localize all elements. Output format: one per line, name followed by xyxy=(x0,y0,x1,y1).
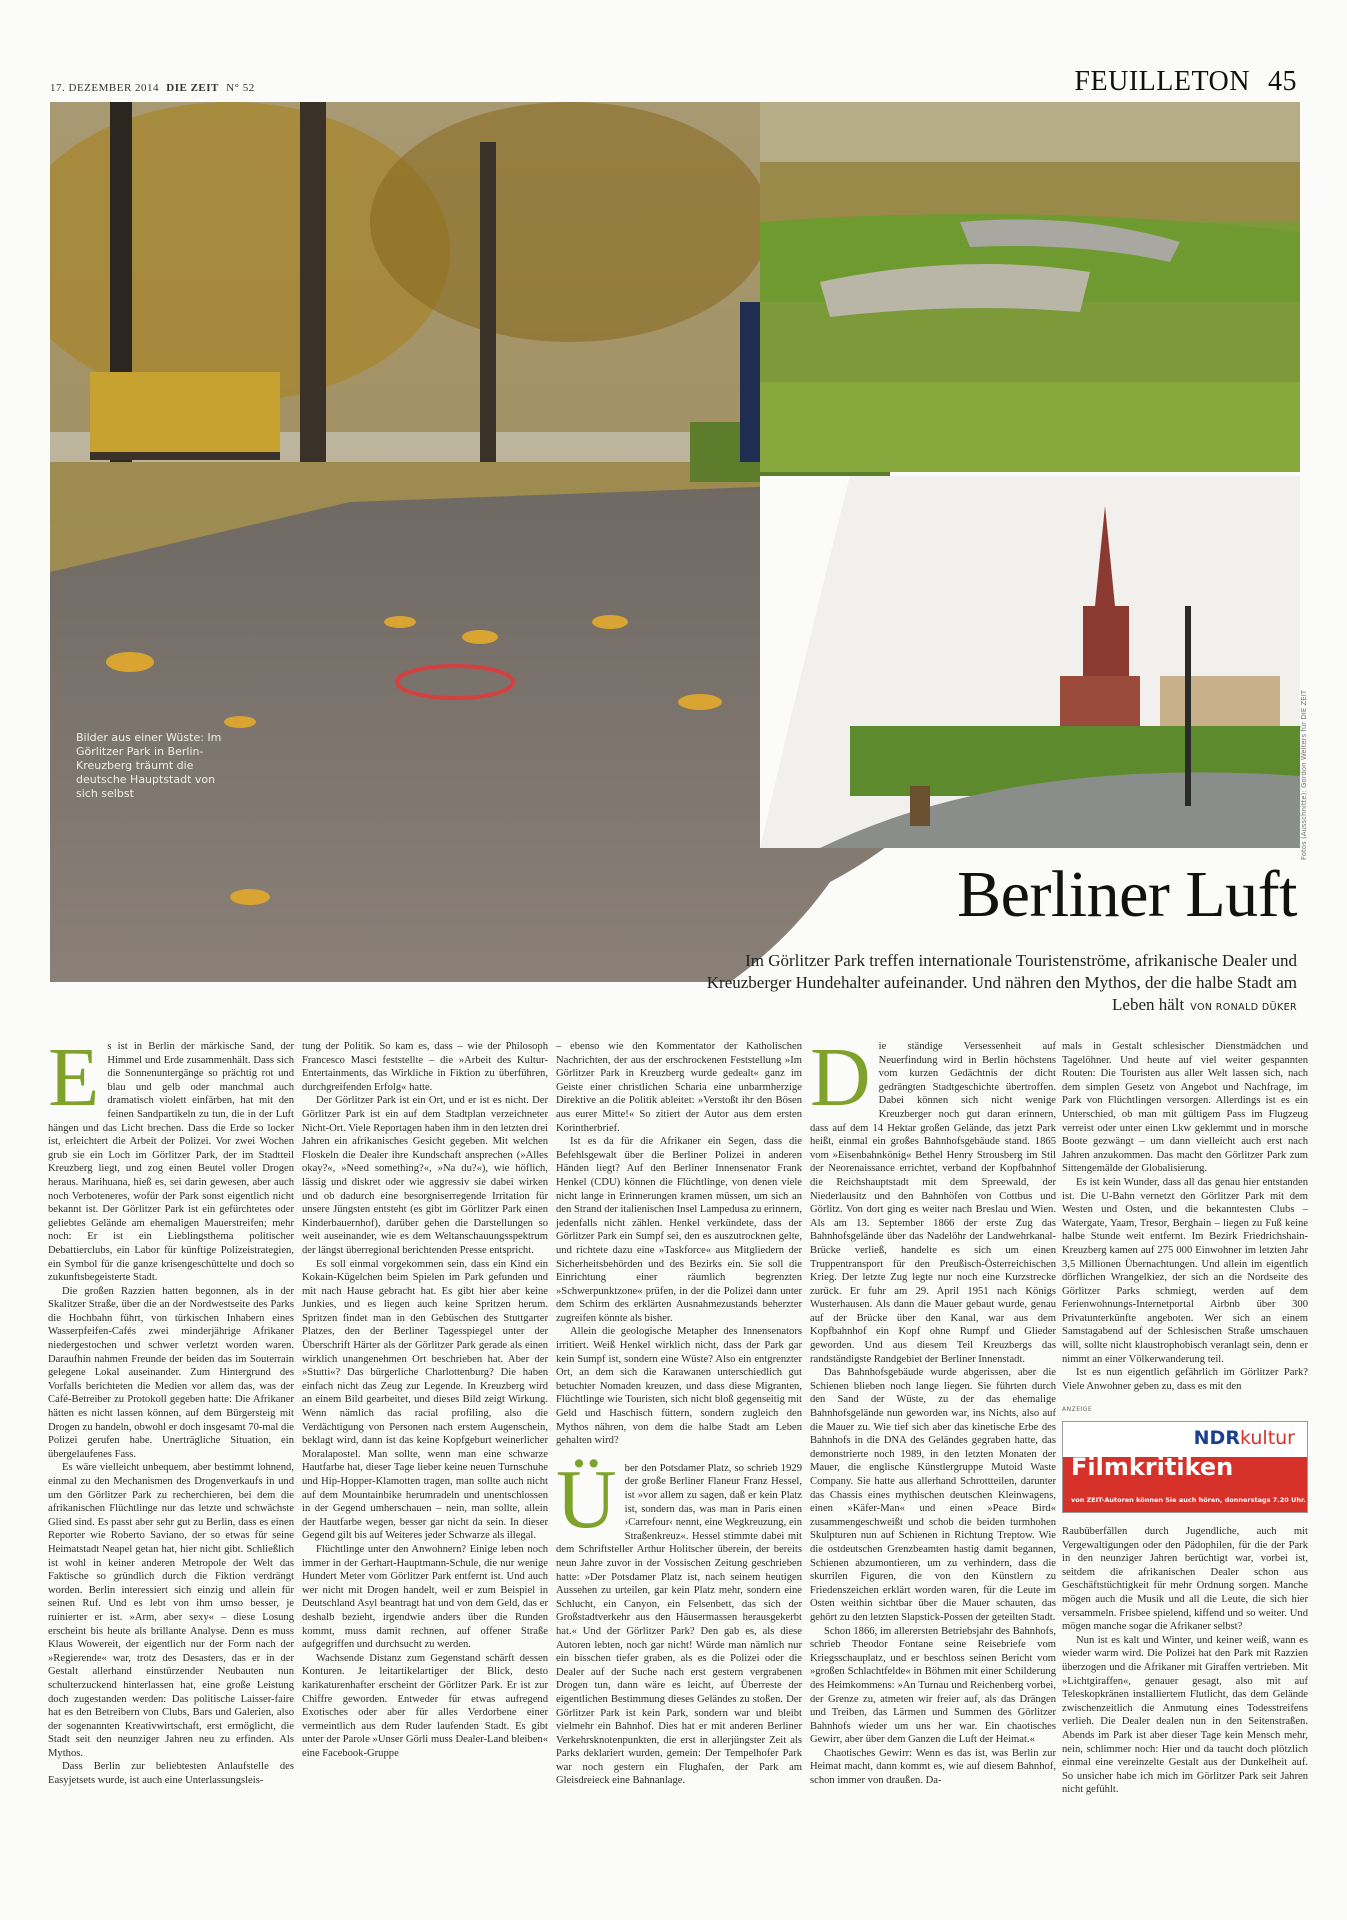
paragraph: Dass Berlin zur beliebtesten Anlaufstelle des Easyjetsets wurde, ist auch eine Unterlassungsleis- xyxy=(48,1761,294,1787)
photo-caption: Bilder aus einer Wüste: Im Görlitzer Park in Berlin-Kreuzberg träumt die deutsche Hauptstadt von sich selbst xyxy=(76,731,222,800)
paragraph xyxy=(556,1452,802,1788)
issue-date: 17. DEZEMBER 2014 xyxy=(50,82,160,94)
paragraph: Chaotisches Gewirr: Wenn es das ist, was Berlin zur Heimat macht, dann kommt es, wie auf diesem Bahnhof, schon immer von draußen. Da- xyxy=(810,1747,1056,1787)
photo-meadow xyxy=(760,102,1300,472)
issue-info xyxy=(50,82,255,94)
paragraph: Allein die geologische Metapher des Innensenators irritiert. Weiß Henkel wirklich nicht, dass der Park gar kein Sumpf ist, sondern eine Wüste? Also ein entgrenzter Ort, an dem sich die Karawanen unterschiedlich gut betuchter Nomaden kreuzen, und dass diese Migranten, Flüchtlinge wie Touristen, sich nicht bloß gegenseitig mit Geld und Haschisch füttern, sondern zugleich den Mythos nähren, von dem die halbe Stadt am Leben gehalten wird? xyxy=(556,1326,802,1447)
page-number: 45 xyxy=(1268,66,1297,97)
ad-label: ANZEIGE xyxy=(1062,1406,1093,1414)
ad-headline: Filmkritiken xyxy=(1071,1453,1234,1482)
drop-cap: D xyxy=(810,1031,871,1124)
paragraph: Es wäre vielleicht unbequem, aber bestimmt lohnend, einmal zu den Mechanismen des Drogenverkaufs in und um den Görlitzer Park zu recherchieren, bei dem die afrikanischen Flüchtlinge nur das letzte und schwächste Glied sind. Es passt aber sehr gut zu Berlin, dass es einen Reporter wie Roberto Saviano, der so etwas für seine Heimatstadt Neapel getan hat, hier nicht gibt. Schließlich ist wohl in keiner anderen Metropole der Welt das Faktische so gründlich durch die Fiktion verdrängt worden. Berlin interessiert sich einzig und allein für seinen Ruf. Und es lebt von ihm umso besser, je ruinierter er ist. »Arm, aber sexy« – diese Losung erscheint bis heute als brillante Analyse. Denn es muss Klaus Wowereit, der eigentlich nur der Form nach der »Regierende« war, trotz des Desasters, das er in der Gestalt allerhand einstürzender Neubauten nun schulterzuckend hinterlassen hat, eine große Leistung doch zugestanden werden: Das politische Laisser-faire hat es den Betreibern von Clubs, Bars und Galerien, also der sogenannten Kreativwirtschaft, erst ermöglicht, die Stadt seit den neunziger Jahren neu zu erfinden. Als Mythos. xyxy=(48,1462,294,1759)
article-title: Berliner Luft xyxy=(957,858,1297,931)
issue-number: N° 52 xyxy=(226,82,255,94)
paragraph: Raubüberfällen durch Jugendliche, auch mit Vergewaltigungen oder den Pädophilen, für die der Park in den neunziger Jahren berüchtigt war, vorbei ist, seitdem die afrikanischen Dealer schon aus Geschäftstüchtigkeit für mehr Ordnung sorgen. Manche mögen auch die Musik und all die Leute, die sich hier versammeln. Frisbee spielend, kiffend und so weiter. Und mögen manche sogar die Afrikaner selbst? xyxy=(1062,1526,1308,1633)
paragraph: Der Görlitzer Park ist ein Ort, und er ist es nicht. Der Görlitzer Park ist ein auf dem Stadtplan verzeichneter Nicht-Ort. Viele Reportagen haben ihm in den letzten drei Jahren ein afrikanisches Gesicht gegeben. Mit welchen Floskeln die Dealer ihre Kundschaft ansprechen (»Alles okay?«, »Need something?«, »Na du?«), wie höflich, lässig und diskret oder wie aggressiv sie dabei wirken und ob dadurch eine besorgniserregende Irritation für unsere Jüngsten entsteht (es gibt im Görlitzer Park einen Kinderbauernhof), darüber gehen die Darstellungen so weit auseinander, wie es dem Weltanschauungsspektrum der längst überregional berichtenden Presse entspricht. xyxy=(302,1095,548,1256)
column-5 xyxy=(1062,1040,1308,1797)
paragraph-text: s ist in Berlin der märkische Sand, der Himmel und Erde zusammenhält. Dass sich die Sonnenuntergänge so prächtig rot und blau und gelb oder manchmal auch dramatisch violett einfärben, hat mit den feinen Sandpartikeln zu tun, die in der Luft hängen und das Licht brechen. Dass die Erde so locker ist, erleichtert die Arbeit der Polizei. Vor zwei Wochen grub sie ein Loch im Görlitzer Park, der im Stadtteil Kreuzberg liegt, und zog einen Beutel voller Drogen heraus. Marihuana, hieß es, sei darin gewesen, aber auch noch Verboteneres, wofür der Park sonst eigentlich nicht bekannt ist. Der Görlitzer Park ist ein gefürchtetes oder geliebtes Gelände am ehemaligen Mauerstreifen; mehr noch: Er ist ein Lieblingsthema politischer Debattierclubs, ein Labor für künftige Polizeistrategien, ein Symbol für die ganze krisengeschüttelte und doch so zukunftsbegeisterte Stadt. xyxy=(48,1041,294,1284)
paragraph: Es soll einmal vorgekommen sein, dass ein Kind ein Kokain-Kügelchen beim Spielen im Park gefunden und mit nach Hause gebracht hat. Es gibt hier aber keine Junkies, und es liegen auch keine Spritzen herum. Spritzen findet man in den Gebüschen des Stuttgarter Platzes, den der Berliner Tagesspiegel unter der Überschrift Härter als der Görlitzer Park gerade als einen wirklich unangenehmen Ort beschrieben hat. Aber der »Stutti«? Das bürgerliche Charlottenburg? Die haben einfach nicht das Zeug zur Legende. In Kreuzberg wird an einem Bild gearbeitet, und dieses Bild zeigt Wirkung. Wenn nämlich das racial profiling, also die Verdächtigung von Personen nach erstem Augenschein, beklagt wird, dann ist das keine Kopfgeburt weinerlicher Moralapostel. Man sollte, wenn man eine schwarze Hautfarbe hat, dieser Tage lieber keine neuen Turnschuhe und Hip-Hopper-Klamotten tragen, man sollte auch nicht auf dem Mountainbike herumradeln und unentschlossen in der Gegend umherschauen – nein, man sollte, allein der Hautfarbe wegen, besser gar nicht da sein. In dieser Gegend gilt bis auf Weiteres jeder Schwarze als illegal. xyxy=(302,1258,548,1542)
paper-name: DIE ZEIT xyxy=(166,82,219,94)
paragraph: Es ist kein Wunder, dass all das genau hier entstanden ist. Die U-Bahn vernetzt den Görlitzer Park mit dem Westen und Osten, und die bekanntesten Clubs – Watergate, Yaam, Tresor, Berghain – liegen zu Fuß keine halbe Stunde weit entfernt. Im Bezirk Friedrichshain-Kreuzberg kamen auf 275 000 Einwohner im letzten Jahr 3,5 Millionen Übernachtungen. Und allein im eigentlich dörflichen Wrangelkiez, der sich an die Nordseite des Görlitzer Parks schmiegt, werden auf dem Ferienwohnungs-Internetportal Airbnb über 300 Privatunterkünfte angeboten. Wer sich an einem Samstagabend auf der Schlesischen Straße umschauen will, sollte nicht klaustrophobisch veranlagt sein, denn er nimmt an einer Völkerwanderung teil. xyxy=(1062,1176,1308,1365)
column-2 xyxy=(302,1040,548,1760)
ad-banner xyxy=(1063,1453,1307,1512)
photo-church xyxy=(760,476,1300,848)
paragraph-text: ber den Potsdamer Platz, so schrieb 1929 der große Berliner Flaneur Franz Hessel, ist »vor allem zu sagen, daß er kein Platz ist, sondern das, was man in Paris einen ›Carrefour‹ nennt, eine Wegkreuzung, ein Straßenkreuz«. Hessel stimmte dabei mit dem Schriftsteller Arthur Holitscher überein, der bereits neun Jahre zuvor in der Vossischen Zeitung geschrieben hatte: »Der Potsdamer Platz ist, nach seinem heutigen Aussehen zu urteilen, gar kein Platz mehr, sondern eine Schlucht, ein Canyon, ein Felsenbett, das sich der Großstadtverkehr aus den Häusermassen herausgekerbt hat.« Und der Görlitzer Park? Den gab es, als diese Autoren lebten, noch gar nicht! Würde man nämlich nur ein bisschen tiefer graben, als es die Polizei oder die Dealer auf der Suche nach erst gestern vergrabenen Drogen tun, dann wäre es leicht, auf Überreste der eigentlichen Bestimmung dieses Geländes zu stoßen. Der Görlitzer Park ist kein Park, sondern war und bleibt vielmehr ein Bahnhof. Dies hat er mit anderen Berliner Verkehrsknotenpunkten, die erst in allerjüngster Zeit als Parks deklariert wurden, gemein: Der Tempelhofer Park war noch gestern ein Flughafen, der Park am Gleisdreieck eine Bahnanlage. xyxy=(556,1462,802,1787)
paragraph: Die großen Razzien hatten begonnen, als in der Skalitzer Straße, über die an der Nordwestseite des Parks die Hochbahn führt, von türkischen Inhabern eines Wasserpfeifen-Cafés zwei minderjährige Afrikaner niedergestochen und schwer verletzt worden waren. Daraufhin nahmen Freunde der beiden das im Souterrain gelegene Lokal auseinander. Zum Hintergrund des Vorfalls berichteten die Medien vor allem das, was der Café-Betreiber zu Protokoll gegeben hatte: Die Afrikaner hätten es nicht lassen können, auf dem Bürgersteig mit Drogen zu handeln, obwohl er doch insgesamt 70-mal die Polizei gerufen habe. Unerträgliche Situation, ein übergelaufenes Fass. xyxy=(48,1285,294,1460)
section-header xyxy=(1074,66,1297,98)
paragraph: Nun ist es kalt und Winter, und keiner weiß, wann es wieder warm wird. Die Polizei hat den Park mit Razzien überzogen und die Afrikaner mit Giraffen vertrieben. Mit »Lichtgiraffen«, genauer gesagt, also mit auf Teleskopkränen installiertem Flutlicht, das dem Gelände zwischenzeitlich die Anmutung eines Todesstreifens verlieh. Die Dealer dealen nun in den Seitenstraßen. Abends im Park ist aber dieser Tage kein Mensch mehr, nein, schlimmer noch: Hier und da taucht doch plötzlich einmal eine vereinzelte Gestalt aus der Dunkelheit auf. So unsicher habe ich mich im Görlitzer Park seit Jahren nicht gefühlt. xyxy=(1062,1634,1308,1796)
section-name: FEUILLETON xyxy=(1074,66,1250,97)
byline: VON RONALD DÜKER xyxy=(1190,1002,1297,1013)
paragraph: Ist es nun eigentlich gefährlich im Görlitzer Park? Viele Anwohner geben zu, dass es mit den xyxy=(1062,1367,1308,1392)
paragraph: Wachsende Distanz zum Gegenstand schärft dessen Konturen. Je leitartikelartiger der Blick, desto karikaturenhafter erscheint der Görlitzer Park. Er ist zur Chiffre geworden. Entweder für etwas aufregend Exotisches oder aber für alles Verdorbene einer vermeintlich aus dem Ruder laufenden Stadt. Es gibt unter der Parole »Unser Görli muss Dealer-Land bleiben« eine Facebook-Gruppe xyxy=(302,1652,548,1759)
paragraph: Ist es da für die Afrikaner ein Segen, dass die Befehlsgewalt über die Berliner Polizei in anderen Händen liegt? Auf den Berliner Innensenator Frank Henkel (CDU) können die Flüchtlinge, von denen viele nicht lange in Erinnerungen kramen müssen, um sich an den Strand der italienischen Insel Lampedusa zu erinnern, jedenfalls nicht zählen. Henkel verkündete, dass der Görlitzer Park ein Sumpf sei, den es auszutrocknen gelte, und richtete dazu eine »Taskforce« aus Mitgliedern der Sicherheitsbehörden und des Bezirks ein. Sie soll die Einrichtung einer räumlich begrenzten »Schwerpunktzone« prüfen, in der die Polizei dann unter dem Schirm des erklärten Ausnahmezustands beherzter zugreifen könnte als bisher. xyxy=(556,1136,802,1324)
paragraph-text: ie ständige Versessenheit auf Neuerfindung wird in Berlin höchstens vom kurzen Gedächtnis der dicht gedrängten Stadtgeschichte übertroffen. Dabei können sich nicht wenige Kreuzberger noch gut daran erinnern, dass auf dem 14 Hektar großen Gelände, das jetzt Park heißt, einmal ein großes Bahnhofsgebäude stand. 1865 vom »Eisenbahnkönig« Bethel Henry Strousberg im Stil der Neorenaissance errichtet, verband der Kopfbahnhof die Reichshauptstadt mit dem Spreewald, der Niederlausitz und den Bahnhöfen von Cottbus und Görlitz. Von dort ging es weiter nach Breslau und Wien. Als am 13. September 1866 der erste Zug das Bahnhofsgelände über das Nadelöhr der Landwehrkanal-Brücke verließ, handelte es sich um einen Truppentransport für den Preußisch-Österreichischen Krieg. Der letzte Zug legte nur noch eine Kurzstrecke zurück. Er fuhr am 29. April 1951 nach Königs Wusterhausen. Als dann die Mauer gebaut wurde, genau auf der Brücke über den Kanal, war aus dem Kopfbahnhof ein Kopf ohne Rumpf und Glieder geworden. Und aus diesem Teil Kreuzbergs das randständigste Randgebiet der Berliner Innenstadt. xyxy=(810,1041,1056,1365)
paragraph xyxy=(48,1031,294,1285)
paragraph xyxy=(810,1031,1056,1366)
column-1 xyxy=(48,1031,294,1788)
advertisement[interactable] xyxy=(1062,1421,1308,1513)
deck-text: Im Görlitzer Park treffen internationale Touristenströme, afrikanische Dealer und Kreuzberger Hundehalter aufeinander. Und nähren den Mythos, der die halbe Stadt am Leben hält xyxy=(706,951,1297,1014)
column-3 xyxy=(556,1040,802,1788)
paragraph: mals in Gestalt schlesischer Dienstmädchen und Tagelöhner. Und heute auf viel weiter gespannten Routen: Die Touristen aus aller Welt lassen sich, nach dem simplen Gesetz von Angebot und Nachfrage, im Park von Flüchtlingen versorgen. Allerdings ist es ein Unterschied, ob man mit gültigem Pass im Flugzeug verreist oder unter einen Lkw geklemmt und in morsche Boote gezwängt – um dann vielleicht auch erst nach Jahren anzukommen. Das macht den Görlitzer Park zum Sittengemälde der Globalisierung. xyxy=(1062,1041,1308,1175)
paragraph: Das Bahnhofsgebäude wurde abgerissen, aber die Schienen blieben noch lange liegen. Sie führten durch den Sand der Wüste, zu der das ehemalige Bahnhofsgelände nun geworden war, ins Nichts, also auf die Mauer zu. Wie tief sich aber das kinetische Erbe des Bahnhofs in die DNA des Geländes gegraben hatte, das demonstrierte noch 1989, in den letzten Monaten der Mauer, die englische Künstlergruppe Mutoid Waste Company. Sie hatte aus allerhand Schrottteilen, darunter das Chassis eines mythischen deutschen Kleinwagens, einen »Käfer-Man« und einen »Peace Bird« zusammengeschweißt und schob die beiden turmhohen Skulpturen nun auf Schienen in Richtung Treptow. Wie die ostdeutschen Grenzbeamten hastig damit begannen, Schienen abzumontieren, um zu verhindern, dass die skurrilen Figuren, die von den Künstlern zu Friedenszeichen erklärt worden waren, für die Leute im Osten weithin sichtbar über die Mauer schauten, das gehört zu den letzten Slapstick-Possen der geteilten Stadt. xyxy=(810,1367,1056,1623)
paragraph: – ebenso wie den Kommentator der Katholischen Nachrichten, der aus der erschrockenen Feststellung »Im Görlitzer Park in Kreuzberg wurde gedealt« ganz im Geiste einer christlichen Scharia eine unbarmherzige Direktive an die Politik ableitet: »Verstoßt ihr den Bösen aus eurer Mitte!« So zitiert der Autor aus dem ersten Korintherbrief. xyxy=(556,1041,802,1134)
paragraph: tung der Politik. So kam es, dass – wie der Philosoph Francesco Masci feststellte – die »Arbeit des Kultur-Entertainments, das Wirkliche in Fiktion zu überführen, durchgreifenden Erfolg« hatte. xyxy=(302,1041,548,1093)
article-deck xyxy=(697,950,1297,1019)
drop-cap: E xyxy=(48,1031,100,1124)
paragraph: Flüchtlinge unter den Anwohnern? Einige leben noch immer in der Gerhart-Hauptmann-Schule, die nur wenige Hundert Meter vom Görlitzer Park entfernt ist. Und auch wer nicht mit Drogen handelt, weil er zum Beispiel in Deutschland Asyl beantragt hat und von dem Geld, das er deshalb bezieht, irgendwie anders über die Runden kommt, muss damit rechnen, auf offener Straße aufgegriffen und durchsucht zu werden. xyxy=(302,1543,548,1651)
paragraph: Schon 1866, im allerersten Betriebsjahr des Bahnhofs, schrieb Theodor Fontane seine Reisebriefe vom Kriegsschauplatz, und er beschloss seinen Bericht vom »großen Schlachtfelde« in Böhmen mit einer Schilderung des Heimkommens: »An Turnau und Reichenberg vorbei, der Grenze zu, atmeten wir freier auf, als das Drängen und Treiben, das Lärmen und Summen des Görlitzer Bahnhofs wieder um uns her war. Ein chaotisches Gewirr, aber über dem Ganzen die Luft der Heimat.« xyxy=(810,1625,1056,1746)
photo-credit: Fotos (Ausschnitte): Gordon Welters für DIE ZEIT xyxy=(1300,689,1308,860)
ad-subline: von ZEIT-Autoren können Sie auch hören, donnerstags 7.20 Uhr. xyxy=(1071,1496,1306,1505)
ndr-kultur-logo: NDRkultur xyxy=(1193,1427,1295,1450)
column-4 xyxy=(810,1031,1056,1788)
drop-cap: Ü xyxy=(556,1452,617,1546)
